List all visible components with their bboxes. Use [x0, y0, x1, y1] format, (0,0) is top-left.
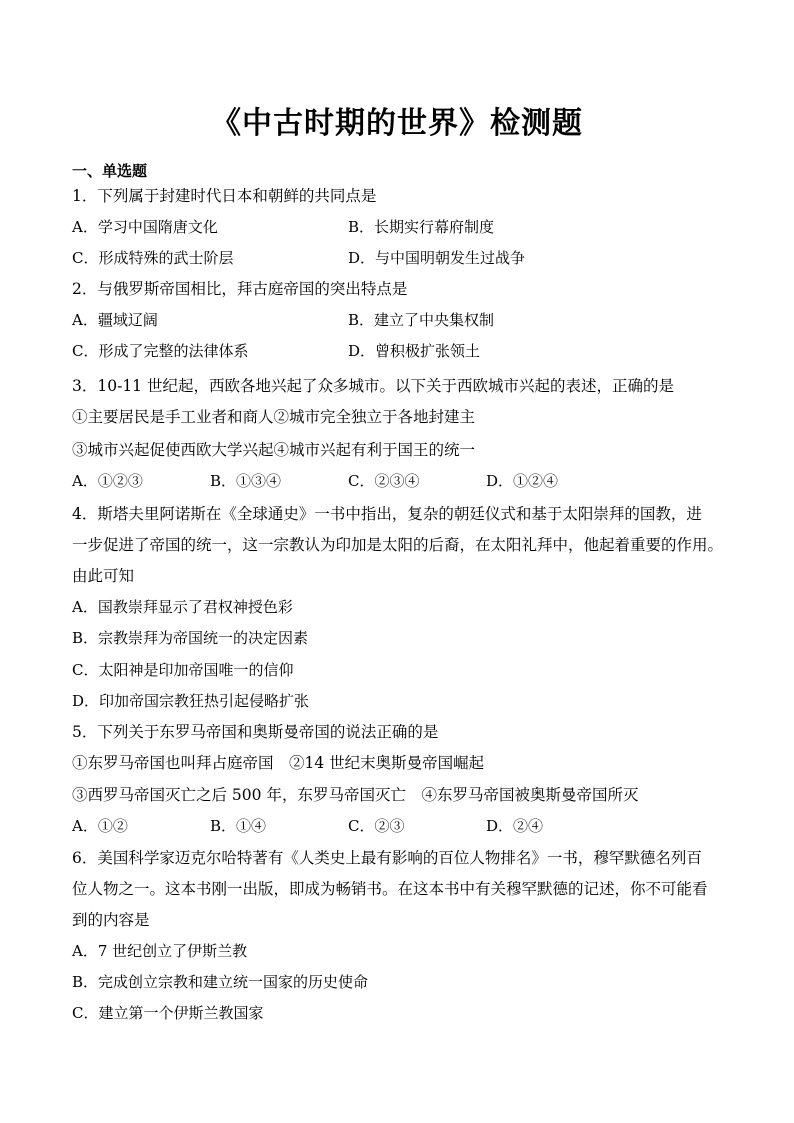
question-5-stem: 5．下列关于东罗马帝国和奥斯曼帝国的说法正确的是 — [72, 723, 439, 741]
question-4-stem-line-2: 一步促进了帝国的统一，这一宗教认为印加是太阳的后裔，在太阳礼拜中，他起着重要的作用。 — [72, 536, 724, 554]
question-6-option-b: B．完成创立宗教和建立统一国家的历史使命 — [72, 973, 369, 991]
question-3-stem: 3．10-11 世纪起，西欧各地兴起了众多城市。以下关于西欧城市兴起的表述，正确的是 — [72, 377, 674, 395]
question-3-statement-2: ③城市兴起促使西欧大学兴起④城市兴起有利于国王的统一 — [72, 441, 476, 459]
question-4-option-a: A．国教崇拜显示了君权神授色彩 — [72, 598, 293, 616]
question-1-option-c: C．形成特殊的武士阶层 — [72, 249, 234, 267]
question-4-option-d: D．印加帝国宗教狂热引起侵略扩张 — [72, 692, 310, 710]
question-4-stem-line-3: 由此可知 — [72, 567, 135, 585]
section-heading: 一、单选题 — [72, 162, 148, 180]
question-5-option-c: C．②③ — [348, 817, 405, 835]
question-3-statement-1: ①主要居民是手工业者和商人②城市完全独立于各地封建主 — [72, 408, 476, 426]
question-4-option-b: B．宗教崇拜为帝国统一的决定因素 — [72, 629, 309, 647]
question-1-option-a: A．学习中国隋唐文化 — [72, 218, 218, 236]
question-6-option-a: A．7 世纪创立了伊斯兰教 — [72, 942, 248, 960]
question-3-option-c: C．②③④ — [348, 472, 420, 490]
question-5-option-d: D．②④ — [486, 817, 544, 835]
question-2-option-a: A．疆域辽阔 — [72, 311, 158, 329]
question-5-option-b: B．①④ — [210, 817, 267, 835]
question-1-option-d: D．与中国明朝发生过战争 — [348, 249, 526, 267]
question-2-option-d: D．曾积极扩张领土 — [348, 342, 481, 360]
question-6-stem-line-1: 6．美国科学家迈克尔哈特著有《人类史上最有影响的百位人物排名》一书，穆罕默德名列百 — [72, 849, 702, 867]
question-6-option-c: C．建立第一个伊斯兰教国家 — [72, 1004, 264, 1022]
question-4-stem-line-1: 4．斯塔夫里阿诺斯在《全球通史》一书中指出，复杂的朝廷仪式和基于太阳崇拜的国教，进 — [72, 505, 702, 523]
question-2-option-c: C．形成了完整的法律体系 — [72, 342, 249, 360]
question-3-option-d: D．①②④ — [486, 472, 559, 490]
question-6-stem-line-2: 位人物之一。这本书刚一出版，即成为畅销书。在这本书中有关穆罕默德的记述，你不可能看 — [72, 880, 708, 898]
question-1-stem: 1．下列属于封建时代日本和朝鲜的共同点是 — [72, 187, 377, 205]
question-3-option-b: B．①③④ — [210, 472, 282, 490]
question-5-option-a: A．①② — [72, 817, 128, 835]
question-3-option-a: A．①②③ — [72, 472, 143, 490]
question-2-stem: 2．与俄罗斯帝国相比，拜古庭帝国的突出特点是 — [72, 280, 408, 298]
question-1-option-b: B．长期实行幕府制度 — [348, 218, 495, 236]
document-title: 《中古时期的世界》检测题 — [211, 106, 583, 141]
question-6-stem-line-3: 到的内容是 — [72, 911, 150, 929]
question-5-statement-1: ①东罗马帝国也叫拜占庭帝国 ②14 世纪末奥斯曼帝国崛起 — [72, 754, 485, 772]
question-4-option-c: C．太阳神是印加帝国唯一的信仰 — [72, 661, 294, 679]
question-5-statement-2: ③西罗马帝国灭亡之后 500 年，东罗马帝国灭亡 ④东罗马帝国被奥斯曼帝国所灭 — [72, 786, 639, 804]
question-2-option-b: B．建立了中央集权制 — [348, 311, 495, 329]
